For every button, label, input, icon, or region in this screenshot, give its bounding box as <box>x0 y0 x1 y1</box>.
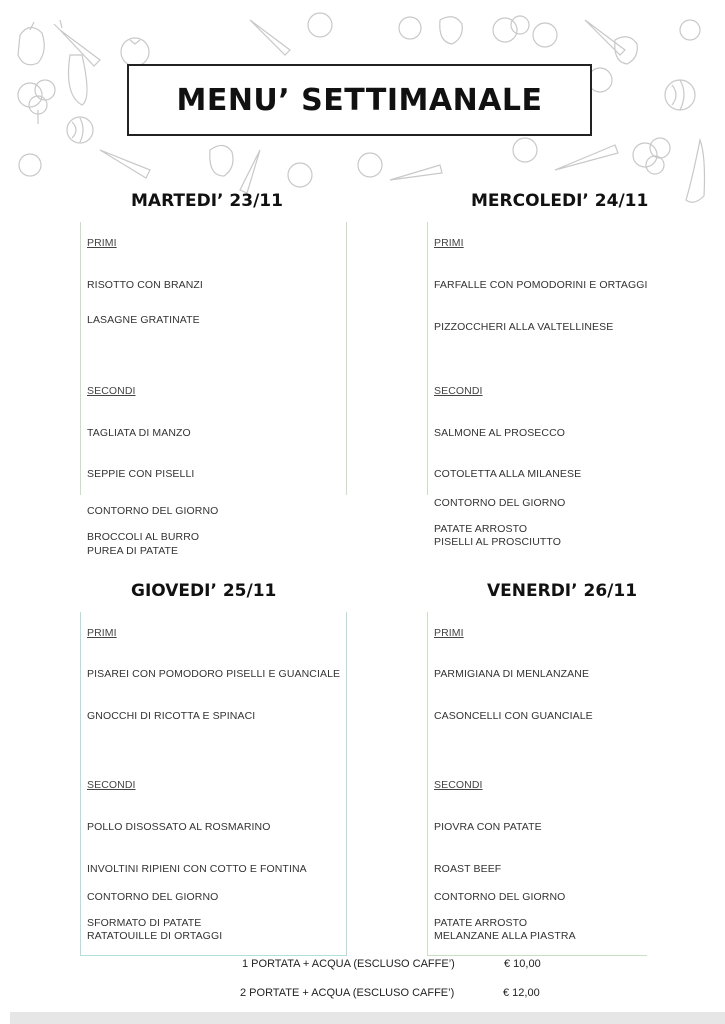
broccoli-icon <box>18 80 55 124</box>
divider-line <box>346 222 347 495</box>
dish-item: COTOLETTA ALLA MILANESE <box>434 468 582 480</box>
dish-item: GNOCCHI DI RICOTTA E SPINACI <box>87 710 256 722</box>
divider-line <box>427 955 647 956</box>
dish-item: ROAST BEEF <box>434 863 502 875</box>
carrot-icon <box>390 165 442 180</box>
contorno-label: CONTORNO DEL GIORNO <box>87 505 219 517</box>
pepper-icon <box>440 17 463 44</box>
carrot-icon <box>100 150 150 178</box>
dish-item: CASONCELLI CON GUANCIALE <box>434 710 593 722</box>
tomato-icon <box>680 20 700 40</box>
secondi-label: SECONDI <box>87 385 136 397</box>
secondi-label: SECONDI <box>434 779 483 791</box>
carrot-icon <box>555 145 618 170</box>
eggplant-icon <box>69 55 88 105</box>
pepper-icon <box>210 145 233 176</box>
dish-item: LASAGNE GRATINATE <box>87 314 200 326</box>
divider-line <box>80 955 347 956</box>
side-item: PISELLI AL PROSCIUTTO <box>434 536 561 548</box>
dish-item: INVOLTINI RIPIENI CON COTTO E FONTINA <box>87 863 307 875</box>
tomato-icon <box>121 38 149 66</box>
onion-icon <box>358 153 382 177</box>
primi-label: PRIMI <box>434 237 464 249</box>
side-item: BROCCOLI AL BURRO <box>87 531 200 543</box>
dish-item: PIZZOCCHERI ALLA VALTELLINESE <box>434 321 614 333</box>
tomato-icon <box>308 13 332 37</box>
divider-line <box>346 612 347 955</box>
broccoli-icon <box>633 138 670 174</box>
dish-item: SEPPIE CON PISELLI <box>87 468 195 480</box>
dish-item: RISOTTO CON BRANZI <box>87 279 203 291</box>
contorno-label: CONTORNO DEL GIORNO <box>87 891 219 903</box>
dish-item: PARMIGIANA DI MENLANZANE <box>434 668 590 680</box>
side-item: SFORMATO DI PATATE <box>87 917 202 929</box>
secondi-label: SECONDI <box>434 385 483 397</box>
day-heading-wednesday: MERCOLEDI’ 24/11 <box>471 191 649 211</box>
side-item: RATATOUILLE DI ORTAGGI <box>87 930 223 942</box>
dish-item: TAGLIATA DI MANZO <box>87 427 191 439</box>
secondi-label: SECONDI <box>87 779 136 791</box>
dish-item: SALMONE AL PROSECCO <box>434 427 566 439</box>
divider-line <box>427 612 428 955</box>
primi-label: PRIMI <box>434 627 464 639</box>
dish-item: PIOVRA CON PATATE <box>434 821 542 833</box>
tomato-icon <box>513 138 537 162</box>
dish-item: POLLO DISOSSATO AL ROSMARINO <box>87 821 271 833</box>
onion-icon <box>665 80 695 110</box>
divider-line <box>427 222 428 495</box>
dish-item: FARFALLE CON POMODORINI E ORTAGGI <box>434 279 648 291</box>
side-item: PUREA DI PATATE <box>87 545 179 557</box>
primi-label: PRIMI <box>87 627 117 639</box>
side-item: MELANZANE ALLA PIASTRA <box>434 930 576 942</box>
eggplant-icon <box>686 140 705 202</box>
carrot-icon <box>54 20 100 66</box>
broccoli-icon <box>493 16 529 42</box>
carrot-icon <box>240 150 260 193</box>
day-heading-thursday: GIOVEDI’ 25/11 <box>131 581 277 601</box>
price-label: 2 PORTATE + ACQUA (ESCLUSO CAFFE’) <box>240 987 455 999</box>
pepper-icon <box>18 22 44 65</box>
day-heading-tuesday: MARTEDI’ 23/11 <box>131 191 283 211</box>
contorno-label: CONTORNO DEL GIORNO <box>434 497 566 509</box>
tomato-icon <box>399 17 421 39</box>
tomato-icon <box>533 23 557 47</box>
pepper-icon <box>615 37 638 64</box>
divider-line <box>80 222 81 495</box>
tomato-icon <box>19 154 41 176</box>
dish-item: PISAREI CON POMODORO PISELLI E GUANCIALE <box>87 668 341 680</box>
side-item: PATATE ARROSTO <box>434 917 528 929</box>
onion-icon <box>67 117 93 143</box>
page-title: MENU’ SETTIMANALE <box>176 82 543 118</box>
tomato-icon <box>288 163 312 187</box>
page-bottom-edge <box>10 1012 725 1024</box>
price-value: € 12,00 <box>503 987 540 999</box>
menu-title-box <box>127 64 592 136</box>
primi-label: PRIMI <box>87 237 117 249</box>
price-value: € 10,00 <box>504 958 541 970</box>
divider-line <box>80 612 81 955</box>
carrot-icon <box>250 20 290 55</box>
contorno-label: CONTORNO DEL GIORNO <box>434 891 566 903</box>
side-item: PATATE ARROSTO <box>434 523 528 535</box>
price-label: 1 PORTATA + ACQUA (ESCLUSO CAFFE’) <box>242 958 455 970</box>
day-heading-friday: VENERDI’ 26/11 <box>487 581 638 601</box>
